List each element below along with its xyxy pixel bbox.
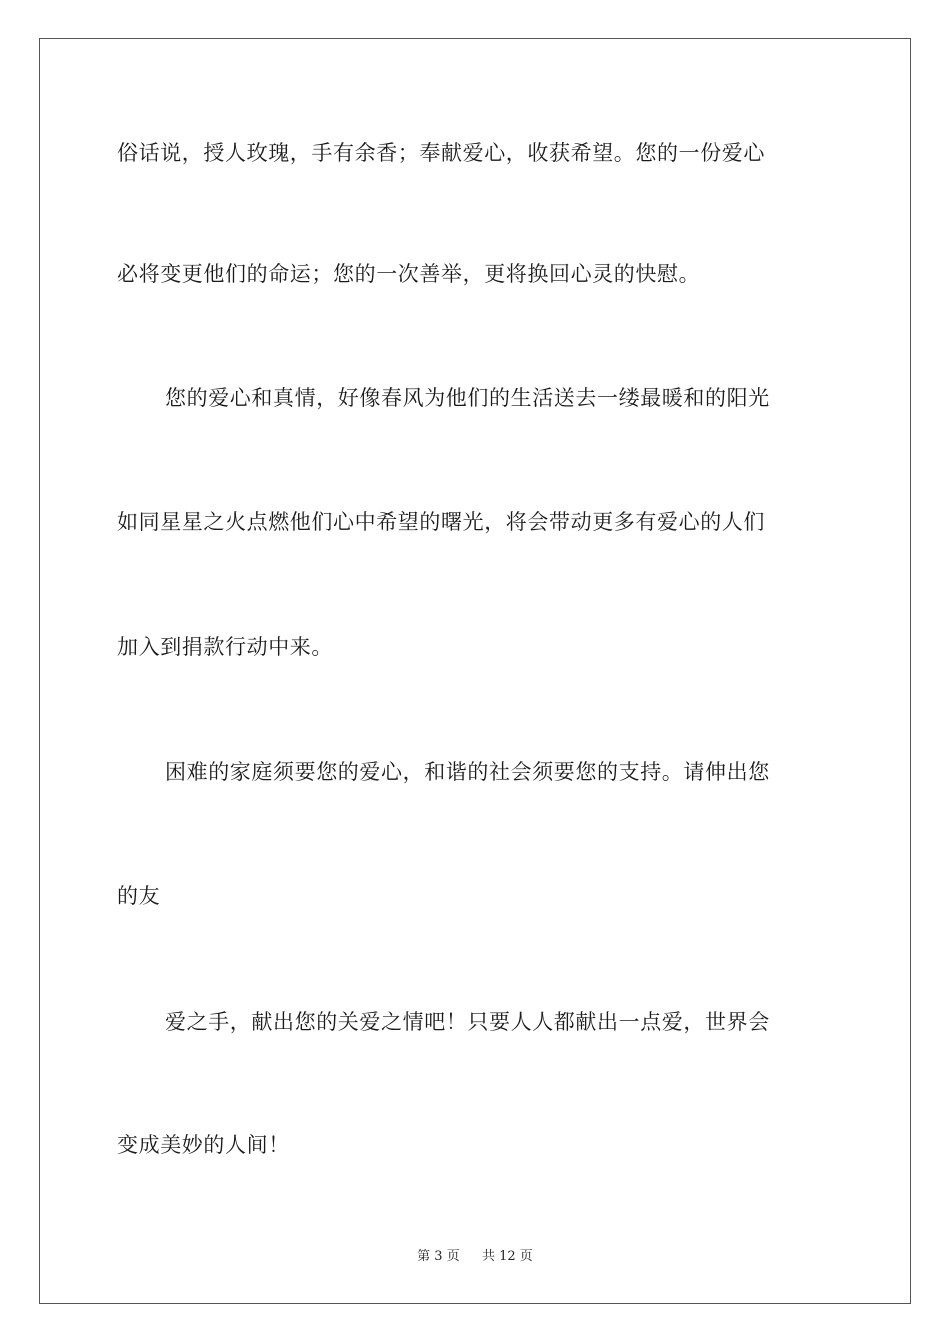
page-border [39,38,911,1304]
paragraph-line: 必将变更他们的命运；您的一次善举，更将换回心灵的快慰。 [117,262,701,286]
paragraph-line: 爱之手，献出您的关爱之情吧！只要人人都献出一点爱，世界会 [165,1010,770,1034]
total-pages: 共 12 页 [482,1249,533,1264]
paragraph-line: 变成美妙的人间！ [117,1133,290,1157]
page-footer [0,1248,950,1266]
paragraph-line: 的友 [117,884,161,908]
paragraph-line: 俗话说，授人玫瑰，手有余香；奉献爱心，收获希望。您的一份爱心 [117,141,765,165]
paragraph-line: 加入到捐款行动中来。 [117,635,333,659]
page-number: 第 3 页 [417,1249,460,1264]
paragraph-line: 如同星星之火点燃他们心中希望的曙光，将会带动更多有爱心的人们 [117,510,765,534]
paragraph-line: 您的爱心和真情，好像春风为他们的生活送去一缕最暖和的阳光 [165,386,770,410]
paragraph-line: 困难的家庭须要您的爱心，和谐的社会须要您的支持。请伸出您 [165,760,770,784]
